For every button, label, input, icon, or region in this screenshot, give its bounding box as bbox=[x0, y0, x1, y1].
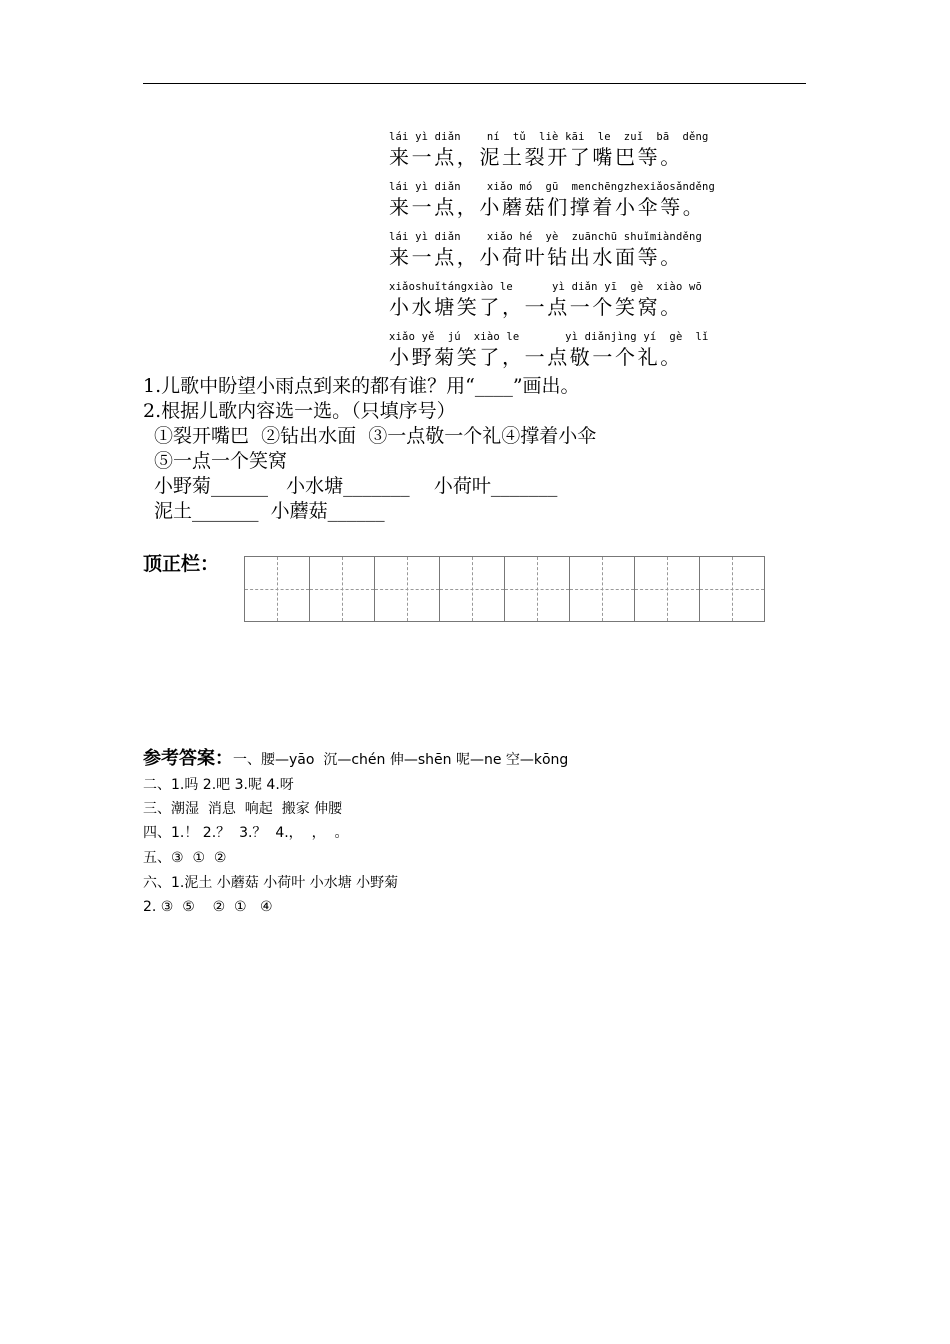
grid-cell[interactable] bbox=[570, 557, 635, 621]
poem-line bbox=[389, 180, 715, 230]
poem-line bbox=[389, 330, 715, 380]
poem-text: 来一点，泥土裂开了嘴巴等。 bbox=[389, 145, 683, 169]
grid-cell[interactable] bbox=[375, 557, 440, 621]
poem-text: 来一点，小蘑菇们撑着小伞等。 bbox=[389, 195, 706, 219]
poem-line bbox=[389, 280, 715, 330]
answers-line-1 bbox=[143, 750, 568, 769]
grid-cell[interactable] bbox=[310, 557, 375, 621]
grid-cell[interactable] bbox=[440, 557, 505, 621]
question-1: 1.儿歌中盼望小雨点到来的都有谁？用“____”画出。 bbox=[143, 375, 580, 397]
poem-text: 来一点，小荷叶钻出水面等。 bbox=[389, 245, 683, 269]
grid-cell[interactable] bbox=[505, 557, 570, 621]
header-rule bbox=[143, 83, 806, 84]
poem-pinyin: lái yì diǎn ní tǔ liè kāi le zuǐ bā děng bbox=[389, 131, 709, 143]
fill-blank-row: 泥土_______ 小蘑菇______ bbox=[148, 500, 385, 522]
answer-text: 三、潮湿 消息 响起 搬家 伸腰 bbox=[143, 801, 343, 817]
fill-blank-row: 小野菊______ 小水塘_______ 小荷叶_______ bbox=[148, 475, 558, 497]
grid-cell[interactable] bbox=[245, 557, 310, 621]
question-2-options: ①裂开嘴巴 ②钻出水面 ③一点敬一个礼④撑着小伞 bbox=[148, 425, 597, 447]
poem-pinyin: lái yì diǎn xiǎo hé yè zuānchū shuǐmiànděng bbox=[389, 231, 703, 243]
poem bbox=[389, 130, 715, 380]
poem-pinyin: lái yì diǎn xiǎo mó gū menchēngzhexiǎosǎnděng bbox=[389, 181, 716, 193]
answer-text: 一、腰—yāo 沉—chén 伸—shēn 呢—ne 空—kōng bbox=[233, 752, 569, 768]
answers-title: 参考答案： bbox=[143, 748, 233, 769]
poem-line bbox=[389, 130, 715, 180]
grid-cell[interactable] bbox=[635, 557, 700, 621]
answer-text: 四、1.！ 2.？ 3.？ 4.， ， 。 bbox=[143, 825, 349, 841]
poem-pinyin: xiǎoshuǐtángxiào le yì diǎn yī gè xiào wō bbox=[389, 281, 703, 293]
poem-line bbox=[389, 230, 715, 280]
answer-text: 二、1.吗 2.吧 3.呢 4.呀 bbox=[143, 777, 294, 793]
question-2-options: ⑤一点一个笑窝 bbox=[148, 450, 288, 472]
answer-text: 2. ③ ⑤ ② ① ④ bbox=[143, 899, 273, 915]
answer-text: 五、③ ① ② bbox=[143, 850, 227, 866]
grid-cell[interactable] bbox=[700, 557, 764, 621]
question-2: 2.根据儿歌内容选一选。（只填序号） bbox=[143, 400, 456, 422]
poem-pinyin: xiǎo yě jú xiào le yì diǎnjìng yí gè lǐ bbox=[389, 331, 709, 343]
answer-text: 六、1.泥土 小蘑菇 小荷叶 小水塘 小野菊 bbox=[143, 875, 399, 891]
writing-grid bbox=[244, 556, 765, 622]
poem-text: 小水塘笑了，一点一个笑窝。 bbox=[389, 295, 683, 319]
poem-text: 小野菊笑了，一点敬一个礼。 bbox=[389, 345, 683, 369]
grid-label: 顶正栏： bbox=[143, 553, 220, 575]
